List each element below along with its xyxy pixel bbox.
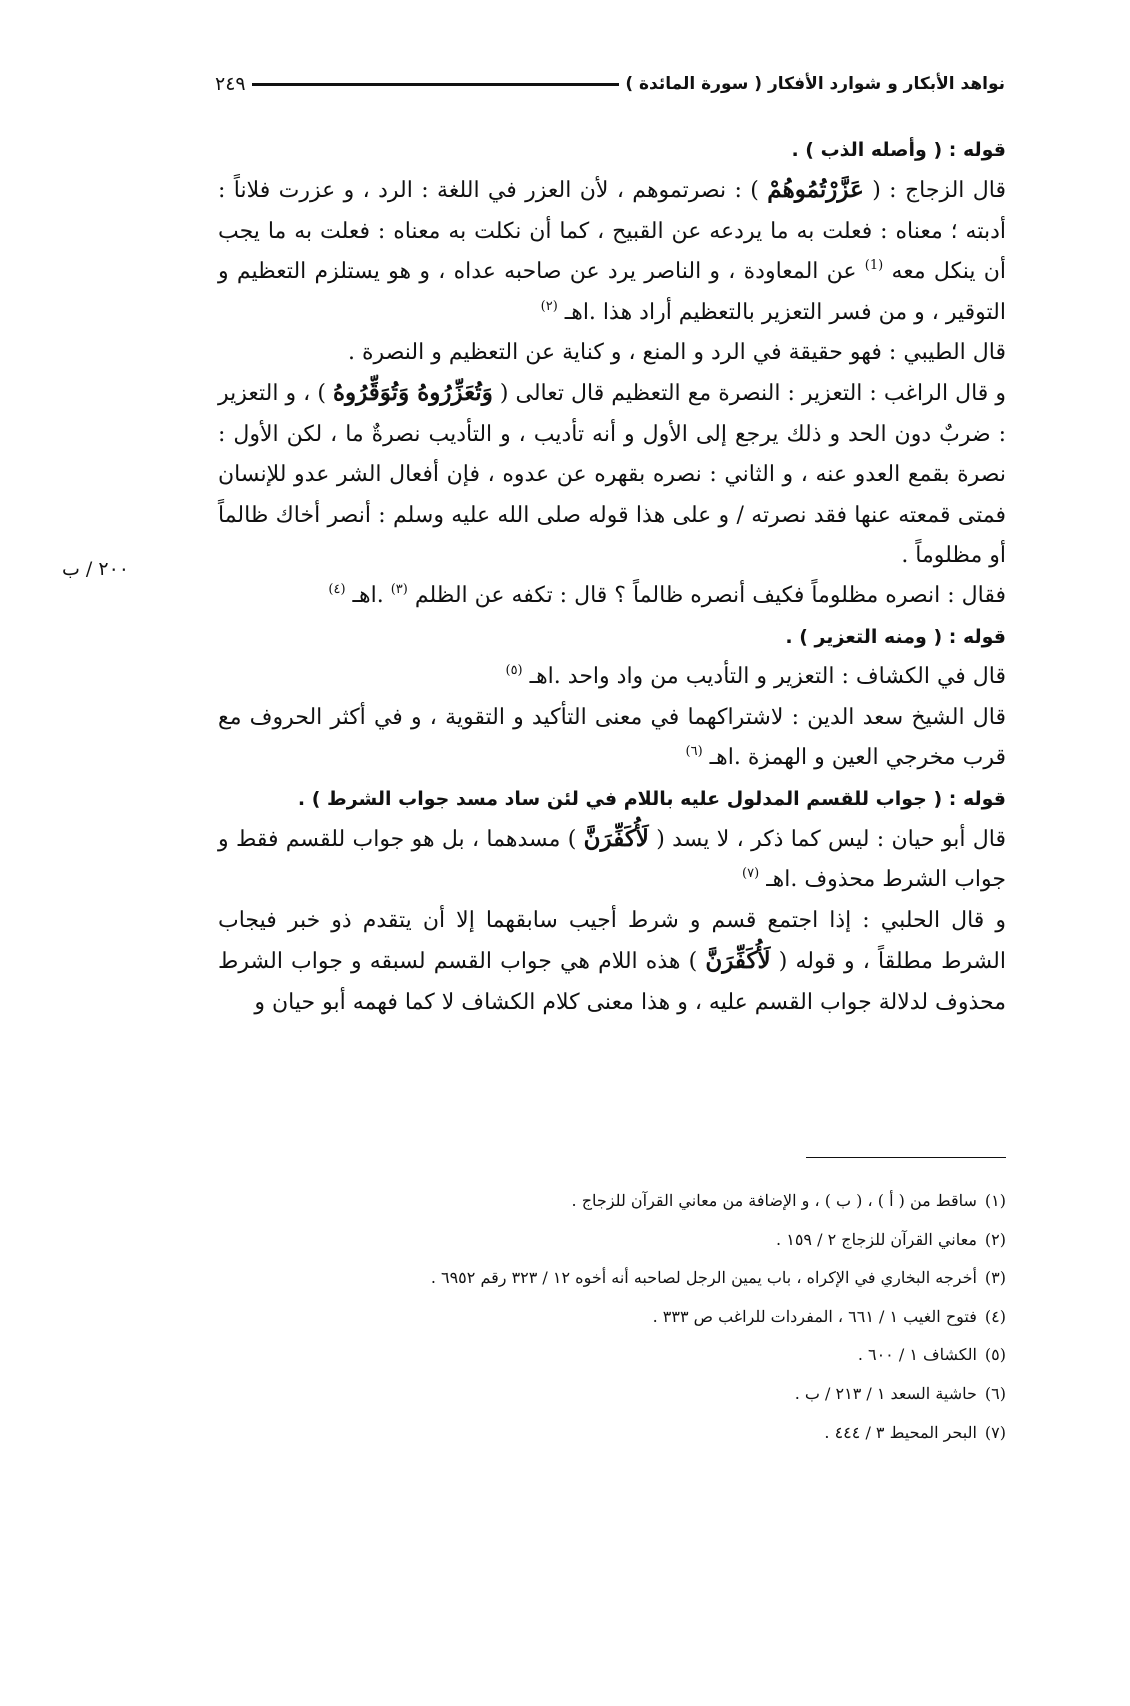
- footnote-ref-3: (٣): [390, 582, 408, 598]
- quran-word: عَزَّرْتُمُوهُمْ: [767, 176, 864, 204]
- footnote-text: معاني القرآن للزجاج ٢ / ١٥٩ .: [776, 1229, 977, 1249]
- quran-word: لَأُكَفِّرَنَّ: [705, 947, 771, 975]
- footnote-text: حاشية السعد ١ / ٢١٣ / ب .: [794, 1383, 977, 1403]
- footnote-item: [218, 1414, 1006, 1453]
- paragraph-tibi: قال الطيبي : فهو حقيقة في الرد و المنع ، و كناية عن التعظيم و النصرة .: [348, 340, 1006, 366]
- running-header-title: نواهد الأبكار و شوارد الأفكار ( سورة المائدة ): [625, 74, 1005, 94]
- footnote-ref-1: (1): [864, 258, 884, 274]
- paragraph-raghib: [218, 373, 1006, 576]
- paragraph-text: قال في الكشاف : التعزير و التأديب من واد واحد .اهـ: [529, 664, 1006, 690]
- footnote-ref-5: (٥): [505, 663, 523, 679]
- footnote-item: [218, 1375, 1006, 1414]
- manuscript-folio-marker: ٢٠٠ / ب: [62, 558, 129, 580]
- quran-word: لَأُكَفِّرَنَّ: [583, 824, 649, 852]
- paragraph-text: و قال الحلبي : إذا اجتمع قسم و شرط أجيب سابقهما إلا أن يتقدم ذو خبر فيجاب الشرط مطلقاً ، و قوله (: [218, 907, 1006, 975]
- footnote-number: (١): [984, 1191, 1006, 1210]
- paragraph-kashshaf: [218, 657, 1006, 697]
- paragraph-text: فقال : انصره مظلوماً فكيف أنصره ظالماً ؟ قال : تكفه عن الظلم: [414, 583, 1006, 609]
- footnote-number: (٣): [984, 1268, 1006, 1288]
- page-number: ٢٤٩: [215, 73, 246, 95]
- paragraph-hadith: [218, 576, 1006, 616]
- quran-phrase: وَتُعَزِّرُوهُ وَتُوَقِّرُوهُ: [332, 379, 493, 407]
- running-header: [215, 66, 1005, 102]
- paragraph-text: ) ، و التعزير : ضربٌ دون الحد و ذلك يرجع إلى الأول و أنه تأديب ، و التأديب نصرةٌ ما ، لكن الأول : نصرة بقمع العدو عنه ، و الثاني : نصره بقهره عن عدوه ، فإن أفعال الشر عدو للإنسان فمتى قمعته عنها فقد نصرته / و على هذا قوله صلى الله عليه وسلم : أنصر أخاك ظالماً أو مظلوماً .: [218, 381, 1006, 569]
- paragraph-text: قال أبو حيان : ليس كما ذكر ، لا يسد (: [656, 826, 1007, 852]
- footnote-text: أخرجه البخاري في الإكراه ، باب يمين الرجل لصاحبه أنه أخوه ١٢ / ٣٢٣ رقم ٦٩٥٢ .: [430, 1268, 977, 1288]
- paragraph-text: ) : نصرتموهم ، لأن العزر في اللغة : الرد ، و عزرت فلاناً : أدبته ؛ معناه : فعلت به ما يردعه عن القبيح ، كما أن نكلت به معناه : فعلت به ما يجب أن ينكل معه: [218, 178, 1006, 285]
- paragraph-text: .اهـ: [352, 583, 384, 609]
- footnote-text: ساقط من ( أ ) ، ( ب ) ، و الإضافة من معاني القرآن للزجاج .: [571, 1191, 977, 1210]
- paragraph-halabi: [218, 901, 1006, 1023]
- footnote-separator: [806, 1157, 1006, 1158]
- footnote-text: الكشاف ١ / ٦٠٠ .: [857, 1345, 977, 1365]
- footnote-ref-2: (٢): [540, 298, 558, 314]
- paragraph-text: قال الزجاج : (: [872, 178, 1007, 204]
- paragraph-text: قال الشيخ سعد الدين : لاشتراكهما في معنى التأكيد و التقوية ، و في أكثر الحروف مع قرب مخرجي العين و الهمزة .اهـ: [218, 704, 1006, 771]
- paragraph-abu-hayyan: [218, 819, 1006, 901]
- paragraph-text: ) مسدهما ، بل هو جواب للقسم فقط و جواب الشرط محذوف .اهـ: [218, 826, 1006, 893]
- footnote-ref-4: (٤): [328, 582, 346, 598]
- footnote-text: فتوح الغيب ١ / ٦٦١ ، المفردات للراغب ص ٣٣٣ .: [652, 1306, 977, 1326]
- lemma-heading-3: قوله : ( جواب للقسم المدلول عليه باللام في لئن ساد مسد جواب الشرط ) .: [297, 787, 1006, 810]
- paragraph-zajjaj: [218, 170, 1006, 333]
- footnote-item: [218, 1221, 1006, 1260]
- paragraph-text: و قال الراغب : التعزير : النصرة مع التعظيم قال تعالى (: [499, 381, 1006, 407]
- footnote-item: [218, 1336, 1006, 1375]
- footnote-ref-6: (٦): [685, 744, 703, 760]
- footnote-text: البحر المحيط ٣ / ٤٤٤ .: [824, 1422, 977, 1442]
- lemma-heading-2: قوله : ( ومنه التعزير ) .: [785, 625, 1006, 648]
- paragraph-saad: [218, 698, 1006, 779]
- footnote-item: [218, 1259, 1006, 1298]
- footnotes: [218, 1182, 1006, 1452]
- paragraph-text: عن المعاودة ، و الناصر يرد عن صاحبه عداه ، و هو يستلزم التعظيم و التوقير ، و من فسر التعزير بالتعظيم أراد هذا .اهـ: [218, 259, 1006, 325]
- footnote-number: (٢): [984, 1229, 1006, 1249]
- footnote-item: [218, 1182, 1006, 1221]
- footnote-number: (٧): [984, 1422, 1006, 1442]
- footnote-item: [218, 1298, 1006, 1337]
- footnote-number: (٥): [984, 1345, 1006, 1365]
- footnote-number: (٦): [984, 1383, 1006, 1403]
- lemma-heading-1: قوله : ( وأصله الذب ) .: [791, 139, 1006, 161]
- header-rule: [252, 83, 620, 86]
- main-text: [218, 130, 1006, 1023]
- paragraph-text: ) هذه اللام هي جواب القسم لسبقه و جواب الشرط محذوف لدلالة جواب القسم عليه ، و هذا معنى كلام الكشاف لا كما فهمه أبو حيان و: [218, 949, 1006, 1015]
- footnote-number: (٤): [984, 1306, 1006, 1326]
- footnote-ref-7: (٧): [742, 866, 760, 882]
